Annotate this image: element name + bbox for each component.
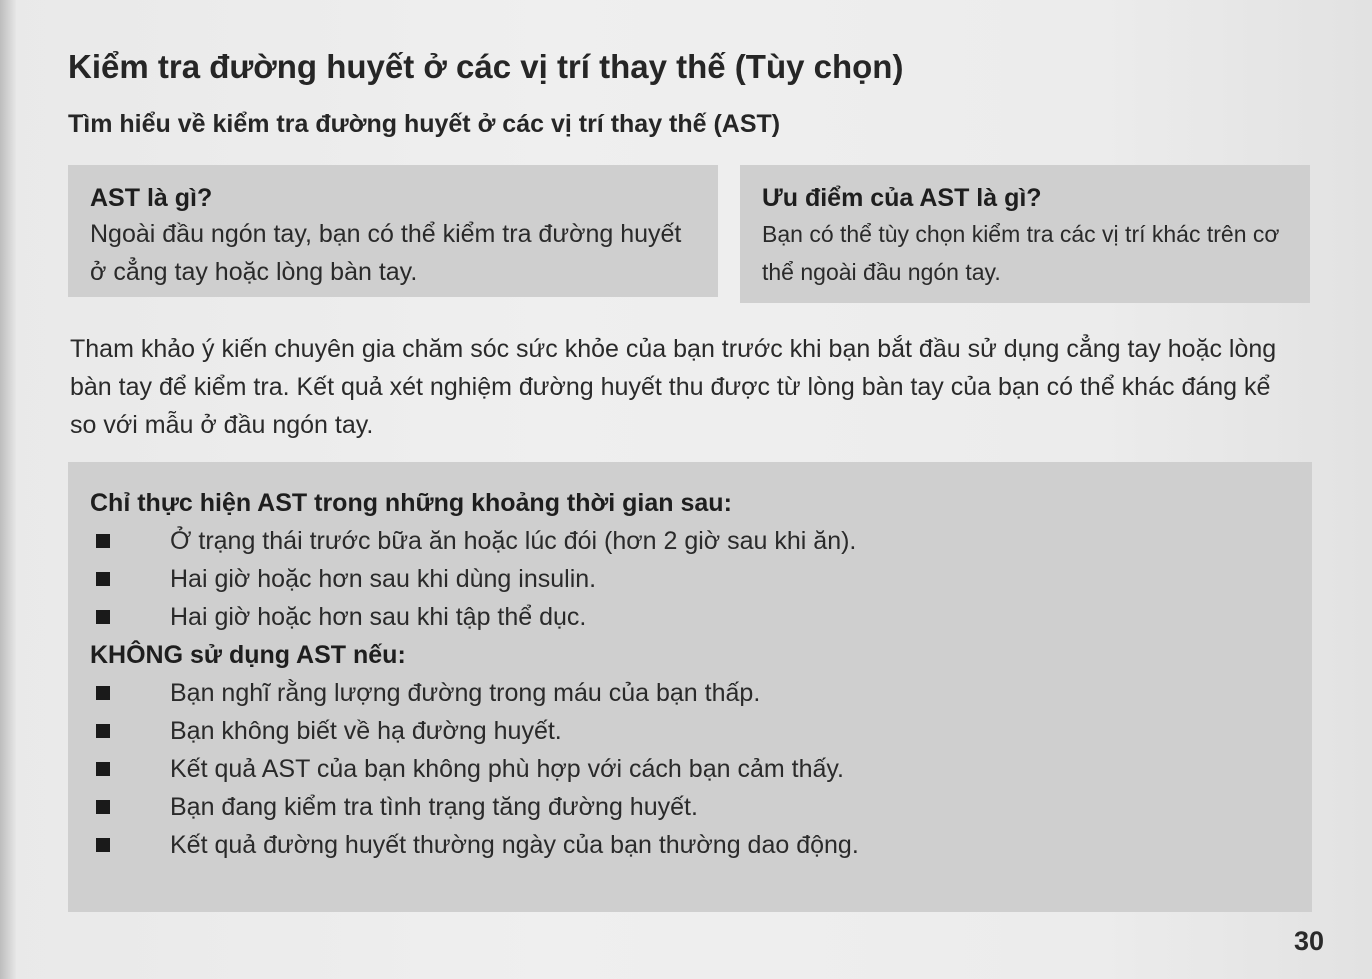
list-item [90, 750, 1290, 788]
list-item [90, 674, 1290, 712]
square-bullet-icon [96, 572, 110, 586]
ast-dont-list [90, 674, 1290, 864]
list-item-text: Bạn nghĩ rằng lượng đường trong máu của bạn thấp. [170, 679, 761, 707]
ast-do-heading: Chỉ thực hiện AST trong những khoảng thời gian sau: [90, 489, 732, 517]
square-bullet-icon [96, 762, 110, 776]
square-bullet-icon [96, 800, 110, 814]
square-bullet-icon [96, 838, 110, 852]
what-is-ast-text: Ngoài đầu ngón tay, bạn có thể kiểm tra đường huyết ở cẳng tay hoặc lòng bàn tay. [90, 220, 682, 286]
ast-advantage-text: Bạn có thể tùy chọn kiểm tra các vị trí khác trên cơ thể ngoài đầu ngón tay. [762, 221, 1280, 285]
list-item-text: Bạn không biết về hạ đường huyết. [170, 717, 562, 745]
square-bullet-icon [96, 686, 110, 700]
ast-dont-heading: KHÔNG sử dụng AST nếu: [90, 641, 406, 669]
list-item-text: Bạn đang kiểm tra tình trạng tăng đường huyết. [170, 793, 698, 821]
page-subtitle: Tìm hiểu về kiểm tra đường huyết ở các vị trí thay thế (AST) [68, 110, 781, 138]
ast-advantage-box [740, 165, 1310, 303]
ast-advantage-heading: Ưu điểm của AST là gì? [762, 184, 1042, 212]
list-item [90, 826, 1290, 864]
ast-rules-box [68, 462, 1312, 912]
list-item [90, 522, 1290, 560]
list-item [90, 712, 1290, 750]
what-is-ast-heading: AST là gì? [90, 184, 213, 212]
what-is-ast-box [68, 165, 718, 297]
list-item-text: Ở trạng thái trước bữa ăn hoặc lúc đói (hơn 2 giờ sau khi ăn). [170, 527, 857, 555]
list-item [90, 788, 1290, 826]
list-item-text: Hai giờ hoặc hơn sau khi tập thể dục. [170, 603, 587, 631]
list-item-text: Kết quả đường huyết thường ngày của bạn thường dao động. [170, 831, 859, 859]
square-bullet-icon [96, 610, 110, 624]
list-item [90, 560, 1290, 598]
list-item-text: Hai giờ hoặc hơn sau khi dùng insulin. [170, 565, 597, 593]
ast-do-list [90, 522, 1290, 636]
list-item [90, 598, 1290, 636]
page-title: Kiểm tra đường huyết ở các vị trí thay thế (Tùy chọn) [68, 48, 904, 85]
page-number: 30 [1293, 926, 1324, 956]
list-item-text: Kết quả AST của bạn không phù hợp với cách bạn cảm thấy. [170, 755, 844, 783]
square-bullet-icon [96, 724, 110, 738]
consult-paragraph: Tham khảo ý kiến chuyên gia chăm sóc sức khỏe của bạn trước khi bạn bắt đầu sử dụng cẳng tay hoặc lòng bàn tay để kiểm tra. Kết quả xét nghiệm đường huyết thu được từ lòng bàn tay của bạn có thể khác đáng kể so với mẫu ở đầu ngón tay. [70, 335, 1277, 439]
page-binding-edge [0, 0, 16, 979]
square-bullet-icon [96, 534, 110, 548]
